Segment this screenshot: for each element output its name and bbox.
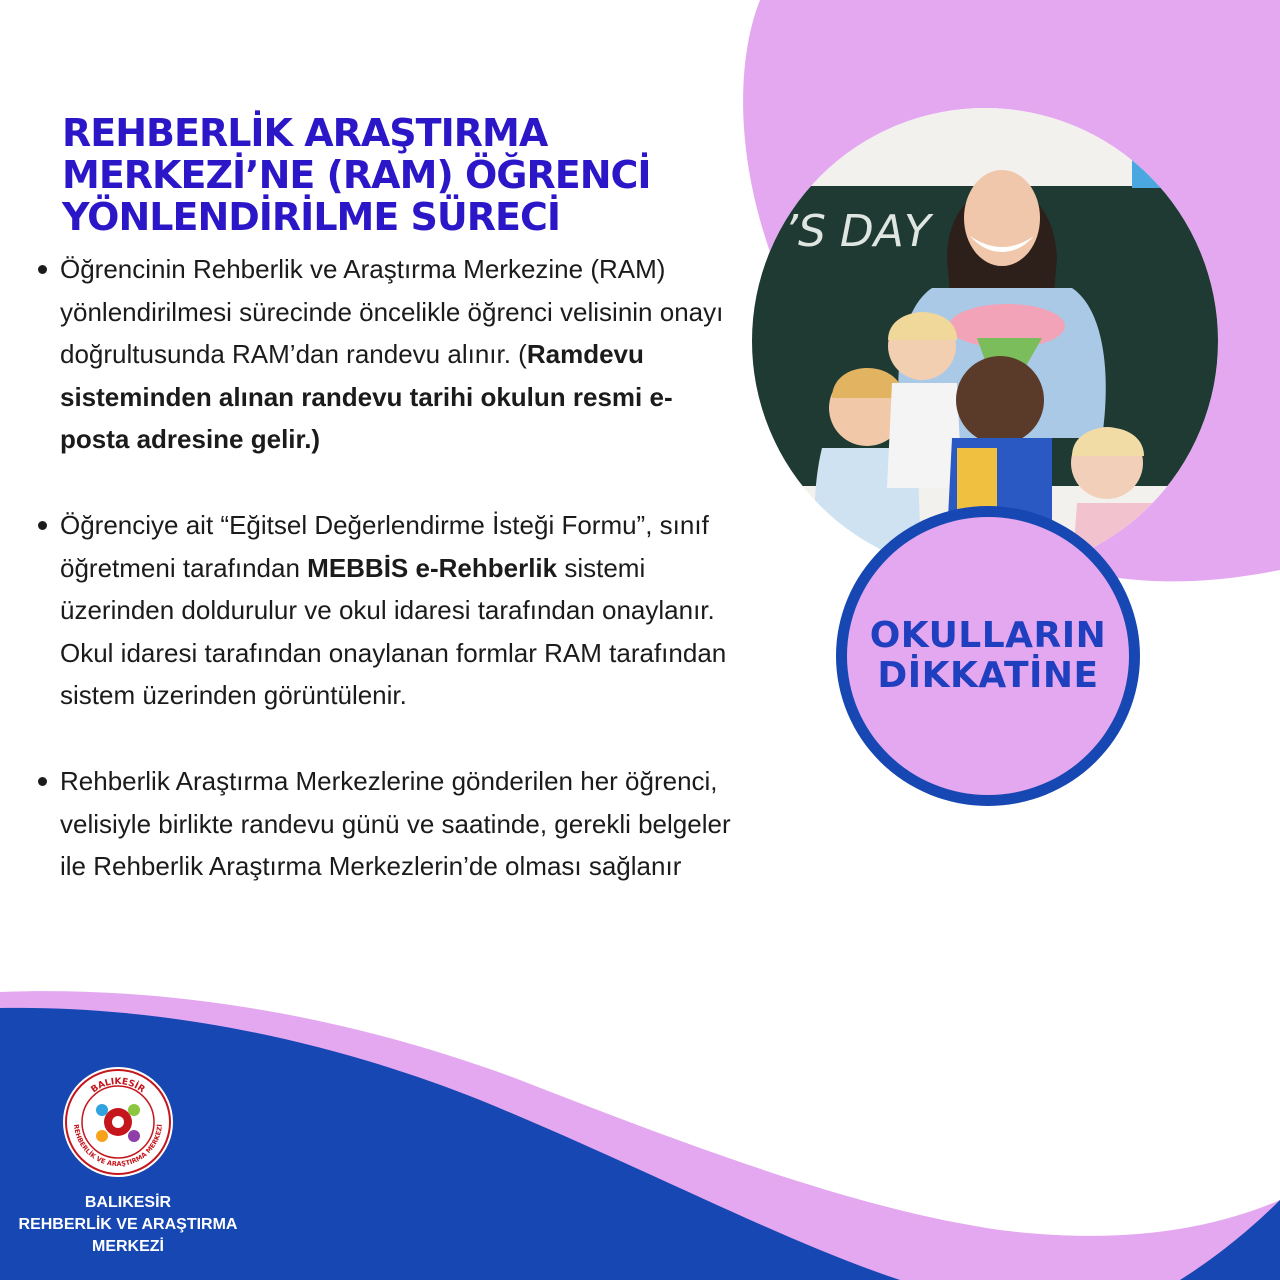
ram-logo: [62, 1066, 174, 1178]
logo-emblem-icon: [62, 1066, 174, 1178]
teacher-with-children-photo: [752, 108, 1218, 574]
org-line-3: MERKEZİ: [92, 1238, 164, 1255]
bullet-3-text: Rehberlik Araştırma Merkezlerine gönderilen her öğrenci, velisiyle birlikte randevu günü ve saatinde, gerekli belgeler ile Rehberlik Araştırma Merkezlerin’de olması sağlanır: [60, 765, 731, 882]
title-line-2: MERKEZİ’NE (RAM) ÖĞRENCİ: [62, 153, 651, 197]
list-item: [36, 504, 736, 717]
bullet-2-text-post: sistemi üzerinden doldurulur ve okul idaresi tarafından onaylanır. Okul idaresi tarafından onaylanan formlar RAM tarafından sistem üzerinden görüntülenir.: [60, 552, 727, 711]
page-title: [62, 112, 762, 238]
org-line-1: BALIKESİR: [84, 1194, 172, 1211]
bullet-icon: [38, 777, 47, 786]
bullet-2-text-pre: Öğrenciye ait “Eğitsel Değerlendirme İsteği Formu”, sınıf öğretmeni tarafından: [60, 509, 709, 583]
process-list: [36, 248, 736, 888]
organization-name: [0, 1192, 256, 1258]
logo-ring-top-text: BALIKESİR: [89, 1076, 147, 1096]
bullet-1-text: Öğrencinin Rehberlik ve Araştırma Merkezine (RAM) yönlendirilmesi sürecinde öncelikle öğrenci velisinin onayı doğrultusunda RAM’dan randevu alınır. (: [60, 254, 724, 370]
bullet-1-bold: Ramdevu sisteminden alınan randevu tarihi okulun resmi e-posta adresine gelir.): [60, 339, 673, 455]
photo-illustration: [752, 108, 1218, 574]
badge-line-2: DİKKATİNE: [877, 655, 1099, 696]
title-line-3: YÖNLENDİRİLME SÜRECİ: [62, 195, 561, 239]
list-item: [36, 248, 736, 461]
title-line-1: REHBERLİK ARAŞTIRMA: [62, 111, 548, 155]
bullet-icon: [38, 521, 47, 530]
badge-line-1: OKULLARIN: [869, 615, 1107, 656]
bullet-2-bold: MEBBİS e-Rehberlik: [307, 552, 558, 583]
board-text: ’S DAY: [784, 206, 931, 257]
bullet-icon: [38, 265, 47, 274]
logo-ring-bottom-text: REHBERLİK VE ARAŞTIRMA MERKEZİ: [72, 1123, 164, 1169]
org-line-2: REHBERLİK VE ARAŞTIRMA: [18, 1216, 238, 1233]
notice-badge: [836, 506, 1140, 806]
list-item: [36, 760, 736, 888]
